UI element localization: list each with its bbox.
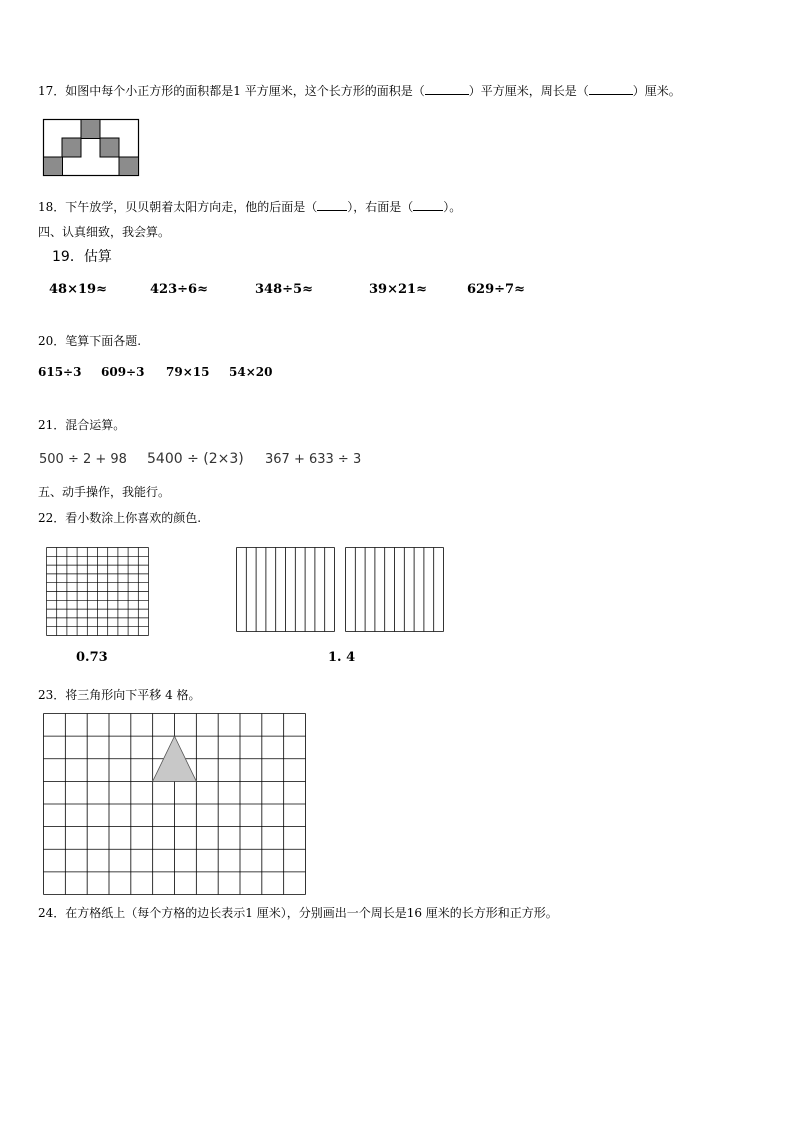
q17-shaded-square: [81, 120, 100, 139]
q21-item-3: 367 + 633 ÷ 3: [265, 452, 362, 467]
q23-label: 23．将三角形向下平移 4 格。: [38, 688, 201, 702]
q17-area-blank[interactable]: [425, 94, 469, 95]
question-18: [38, 199, 461, 215]
q17-shaded-square: [62, 138, 81, 157]
q17-prefix: 17．如图中每个小正方形的面积都是1 平方厘米，这个长方形的面积是（: [38, 84, 425, 98]
q20-item-3: 79×15: [166, 365, 210, 379]
q21-item-2: 5400 ÷ (2×3): [147, 451, 244, 467]
q18-behind-blank[interactable]: [317, 210, 347, 211]
q22-value-1-4: 1. 4: [328, 650, 356, 665]
q18-right-blank[interactable]: [413, 210, 443, 211]
q22-tenths-strip-2[interactable]: [345, 547, 444, 632]
q17-shaded-square: [100, 138, 119, 157]
q19-item-5: 629÷7≈: [467, 282, 525, 297]
q17-middle: ）平方厘米，周长是（: [468, 84, 589, 98]
q21-label: 21．混合运算。: [38, 418, 126, 432]
question-17: [38, 83, 681, 99]
q20-label: 20．笔算下面各题.: [38, 334, 142, 348]
q20-item-4: 54×20: [229, 365, 273, 379]
q22-value-0-73: 0.73: [76, 650, 108, 665]
q17-perimeter-blank[interactable]: [589, 94, 633, 95]
q22-hundred-grid[interactable]: [46, 547, 149, 636]
q19-item-2: 423÷6≈: [150, 282, 208, 297]
q20-item-2: 609÷3: [101, 365, 145, 379]
q19-item-3: 348÷5≈: [255, 282, 313, 297]
q19-label: 19．估算: [52, 249, 112, 265]
q18-suffix: ）。: [443, 200, 462, 214]
q17-suffix: ）厘米。: [632, 84, 681, 98]
q22-tenths-strip-1[interactable]: [236, 547, 335, 632]
q21-item-1: 500 ÷ 2 + 98: [39, 452, 127, 467]
q20-item-1: 615÷3: [38, 365, 82, 379]
section-4-heading: 四、认真细致，我会算。: [38, 225, 171, 239]
q17-rectangle-figure: [43, 119, 139, 176]
q19-item-1: 48×19≈: [49, 282, 107, 297]
q17-shaded-square: [119, 157, 139, 176]
q18-prefix: 18．下午放学，贝贝朝着太阳方向走，他的后面是（: [38, 200, 318, 214]
q22-label: 22．看小数涂上你喜欢的颜色.: [38, 511, 202, 525]
section-5-heading: 五、动手操作，我能行。: [38, 485, 171, 499]
q23-grid[interactable]: [43, 713, 306, 895]
q24-label: 24．在方格纸上（每个方格的边长表示1 厘米），分别画出一个周长是16 厘米的长方形和正方形。: [38, 906, 558, 920]
q17-shaded-square: [44, 157, 63, 176]
q18-middle: ），右面是（: [347, 200, 414, 214]
q19-item-4: 39×21≈: [369, 282, 427, 297]
